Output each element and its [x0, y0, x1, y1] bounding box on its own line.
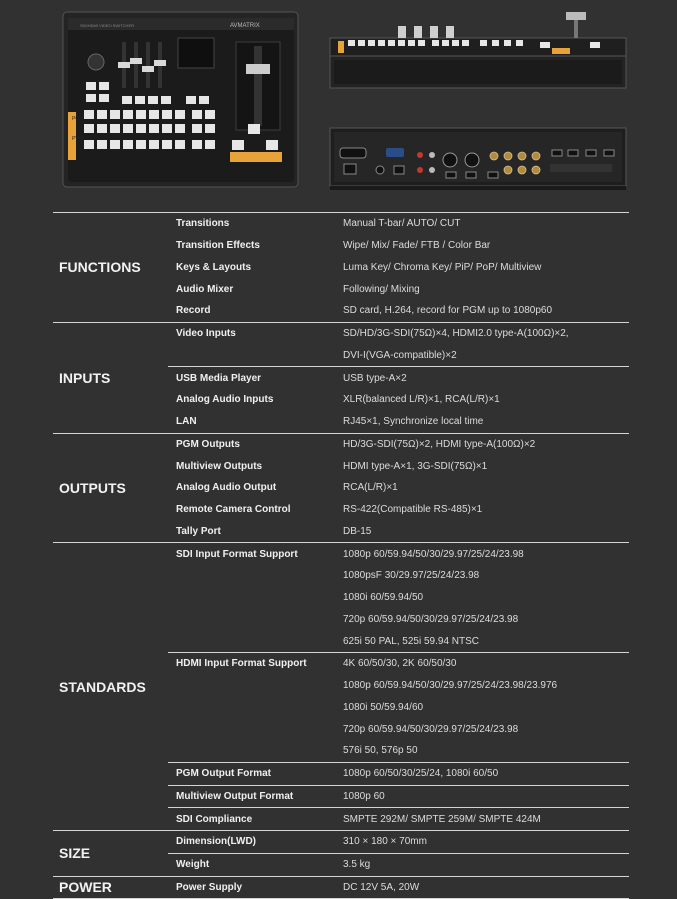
switcher-top-view-image [63, 12, 298, 187]
spec-label: Weight [168, 859, 343, 870]
spec-value: RJ45×1, Synchronize local time [343, 416, 629, 427]
spec-row [168, 300, 629, 322]
switcher-front-view-image [330, 12, 626, 88]
switcher-rear-view-image [330, 128, 626, 190]
spec-row [168, 345, 629, 367]
spec-value: Luma Key/ Chroma Key/ PiP/ PoP/ Multiview [343, 262, 629, 273]
spec-value: 625i 50 PAL, 525i 59.94 NTSC [343, 636, 629, 647]
spec-label: Analog Audio Inputs [168, 394, 343, 405]
spec-value: SD card, H.264, record for PGM up to 1080p60 [343, 305, 629, 316]
spec-row [168, 785, 629, 808]
category-heading: INPUTS [53, 323, 165, 433]
spec-row [168, 389, 629, 411]
spec-value: HD/3G-SDI(75Ω)×2, HDMI type-A(100Ω)×2 [343, 439, 629, 450]
spec-label: Power Supply [168, 882, 343, 893]
spec-value: DVI-I(VGA-compatible)×2 [343, 350, 629, 361]
model-label: SDI/HDMI VIDEO SWITCHER [80, 23, 134, 28]
spec-label: HDMI Input Format Support [168, 658, 343, 669]
spec-row [168, 740, 629, 762]
spec-label: Dimension(LWD) [168, 836, 343, 847]
spec-table [53, 212, 629, 899]
spec-label: Tally Port [168, 526, 343, 537]
spec-value: RS-422(Compatible RS-485)×1 [343, 504, 629, 515]
spec-label: Video Inputs [168, 328, 343, 339]
spec-value: Following/ Mixing [343, 284, 629, 295]
spec-value: 3.5 kg [343, 859, 629, 870]
spec-value: SD/HD/3G-SDI(75Ω)×4, HDMI2.0 type-A(100Ω)×2, [343, 328, 629, 339]
spec-row [168, 455, 629, 477]
spec-group-inputs [53, 322, 629, 433]
spec-row [168, 652, 629, 675]
spec-value: 1080p 60/59.94/50/30/29.97/25/24/23.98/23.976 [343, 680, 629, 691]
category-heading: FUNCTIONS [53, 213, 165, 322]
spec-row [168, 831, 629, 853]
spec-label: LAN [168, 416, 343, 427]
spec-row [168, 853, 629, 876]
spec-value: 1080i 50/59.94/60 [343, 702, 629, 713]
pgm-label: PGM [72, 116, 83, 122]
spec-label: Transition Effects [168, 240, 343, 251]
spec-value: RCA(L/R)×1 [343, 482, 629, 493]
spec-value: 310 × 180 × 70mm [343, 836, 629, 847]
spec-value: 4K 60/50/30, 2K 60/50/30 [343, 658, 629, 669]
spec-label: Audio Mixer [168, 284, 343, 295]
spec-label: USB Media Player [168, 373, 343, 384]
spec-value: DB-15 [343, 526, 629, 537]
spec-label: Analog Audio Output [168, 482, 343, 493]
spec-group-power [53, 876, 629, 899]
spec-row [168, 257, 629, 279]
spec-label: SDI Input Format Support [168, 549, 343, 560]
spec-row [168, 762, 629, 785]
spec-group-size [53, 830, 629, 876]
spec-label: Multiview Outputs [168, 461, 343, 472]
spec-value: 1080p 60/50/30/25/24, 1080i 60/50 [343, 768, 629, 779]
spec-row [168, 543, 629, 565]
spec-label: PGM Outputs [168, 439, 343, 450]
spec-row [168, 366, 629, 389]
spec-value: 720p 60/59.94/50/30/29.97/25/24/23.98 [343, 614, 629, 625]
spec-label: Keys & Layouts [168, 262, 343, 273]
category-heading: OUTPUTS [53, 434, 165, 543]
spec-group-standards [53, 542, 629, 830]
spec-label: Record [168, 305, 343, 316]
spec-row [168, 278, 629, 300]
spec-value: Manual T-bar/ AUTO/ CUT [343, 218, 629, 229]
spec-label: SDI Compliance [168, 814, 343, 825]
product-images [0, 0, 677, 210]
spec-row [168, 877, 629, 899]
spec-value: DC 12V 5A, 20W [343, 882, 629, 893]
pvw-label: PVW [72, 136, 84, 142]
spec-row [168, 499, 629, 521]
spec-value: XLR(balanced L/R)×1, RCA(L/R)×1 [343, 394, 629, 405]
spec-value: SMPTE 292M/ SMPTE 259M/ SMPTE 424M [343, 814, 629, 825]
spec-value: HDMI type-A×1, 3G-SDI(75Ω)×1 [343, 461, 629, 472]
spec-row [168, 411, 629, 433]
spec-row [168, 807, 629, 830]
spec-label: PGM Output Format [168, 768, 343, 779]
spec-value: 576i 50, 576p 50 [343, 745, 629, 756]
spec-row [168, 477, 629, 499]
spec-value: 1080p 60/59.94/50/30/29.97/25/24/23.98 [343, 549, 629, 560]
spec-row [168, 609, 629, 631]
brand-logo: AVMATRIX [230, 23, 260, 29]
spec-value: 1080i 60/59.94/50 [343, 592, 629, 603]
spec-row [168, 235, 629, 257]
spec-row [168, 521, 629, 543]
spec-row [168, 565, 629, 587]
spec-row [168, 675, 629, 697]
spec-row [168, 630, 629, 652]
spec-row [168, 697, 629, 719]
spec-group-functions [53, 212, 629, 322]
spec-value: USB type-A×2 [343, 373, 629, 384]
spec-row [168, 718, 629, 740]
spec-value: 1080p 60 [343, 791, 629, 802]
spec-value: Wipe/ Mix/ Fade/ FTB / Color Bar [343, 240, 629, 251]
spec-row [168, 213, 629, 235]
category-heading: POWER [53, 877, 165, 899]
spec-label: Multiview Output Format [168, 791, 343, 802]
spec-label: Remote Camera Control [168, 504, 343, 515]
spec-row [168, 323, 629, 345]
spec-label: Transitions [168, 218, 343, 229]
category-heading: STANDARDS [53, 543, 165, 830]
spec-row [168, 587, 629, 609]
category-heading: SIZE [53, 831, 165, 876]
spec-group-outputs [53, 433, 629, 543]
spec-value: 1080psF 30/29.97/25/24/23.98 [343, 570, 629, 581]
spec-row [168, 434, 629, 456]
spec-value: 720p 60/59.94/50/30/29.97/25/24/23.98 [343, 724, 629, 735]
